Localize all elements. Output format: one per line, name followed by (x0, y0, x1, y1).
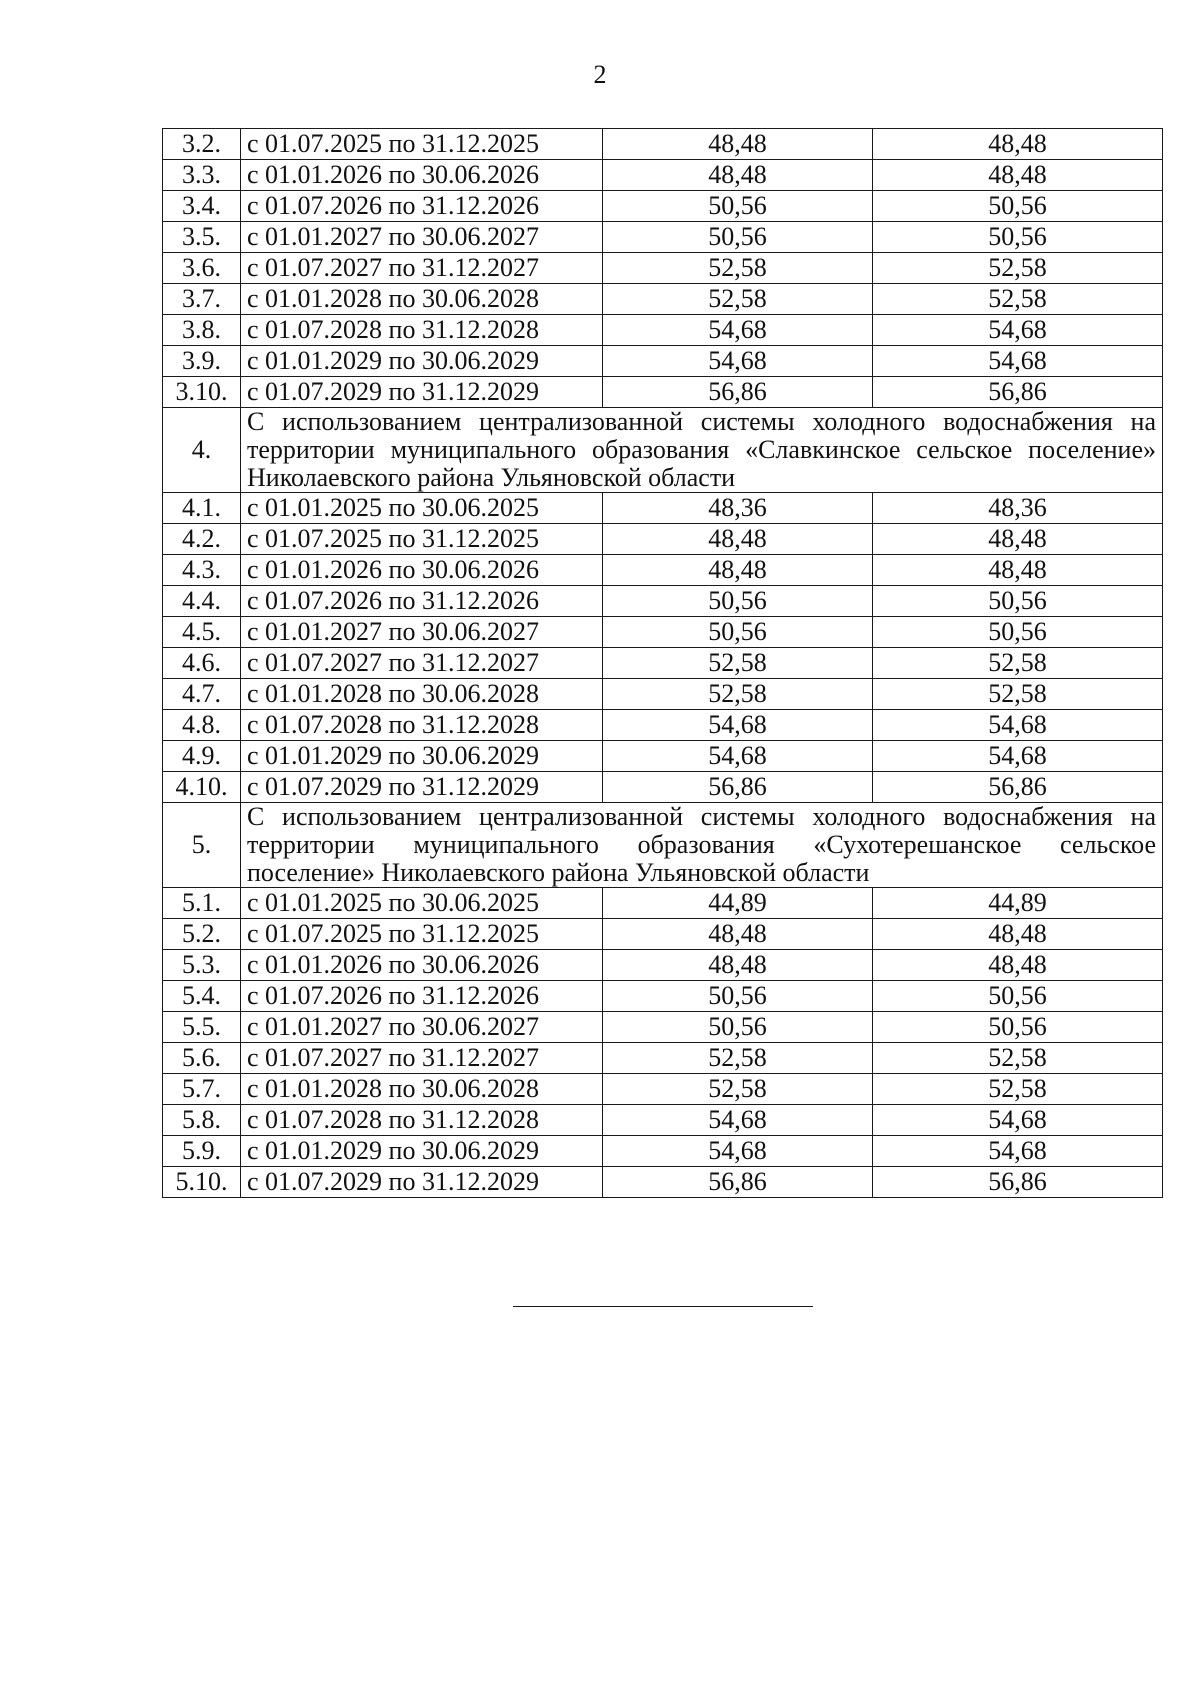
table-row (163, 160, 1163, 191)
row-number: 3.5. (163, 222, 241, 253)
section-number: 5. (163, 803, 241, 888)
tariff-value-2: 56,86 (873, 772, 1163, 803)
row-number: 4.1. (163, 493, 241, 524)
row-number: 4.9. (163, 741, 241, 772)
period-cell: с 01.01.2026 по 30.06.2026 (241, 555, 603, 586)
row-number: 4.2. (163, 524, 241, 555)
table-row (163, 129, 1163, 160)
row-number: 5.10. (163, 1167, 241, 1198)
tariff-table (162, 128, 1163, 1198)
tariff-value-2: 52,58 (873, 1074, 1163, 1105)
row-number: 5.7. (163, 1074, 241, 1105)
tariff-value-1: 48,48 (603, 555, 873, 586)
row-number: 3.8. (163, 315, 241, 346)
tariff-value-2: 48,48 (873, 160, 1163, 191)
tariff-value-2: 56,86 (873, 377, 1163, 408)
period-cell: с 01.07.2027 по 31.12.2027 (241, 1043, 603, 1074)
tariff-value-2: 44,89 (873, 888, 1163, 919)
tariff-value-1: 54,68 (603, 741, 873, 772)
tariff-value-2: 54,68 (873, 1105, 1163, 1136)
table-row (163, 679, 1163, 710)
tariff-value-1: 54,68 (603, 315, 873, 346)
tariff-value-2: 48,48 (873, 129, 1163, 160)
tariff-value-2: 54,68 (873, 741, 1163, 772)
tariff-value-2: 52,58 (873, 679, 1163, 710)
tariff-value-1: 56,86 (603, 1167, 873, 1198)
period-cell: с 01.01.2028 по 30.06.2028 (241, 679, 603, 710)
table-row (163, 888, 1163, 919)
tariff-value-2: 52,58 (873, 648, 1163, 679)
tariff-value-2: 52,58 (873, 1043, 1163, 1074)
table-row (163, 741, 1163, 772)
tariff-value-2: 52,58 (873, 253, 1163, 284)
section-description: С использованием централизованной системы холодного водоснабжения на территории муниципального образования «Славкинское сельское поселение» Николаевского района Ульяновской области (241, 408, 1163, 493)
end-of-document-line (513, 1306, 813, 1307)
tariff-value-1: 50,56 (603, 222, 873, 253)
table-row (163, 1136, 1163, 1167)
tariff-value-1: 48,48 (603, 919, 873, 950)
period-cell: с 01.01.2026 по 30.06.2026 (241, 160, 603, 191)
tariff-value-2: 48,48 (873, 919, 1163, 950)
tariff-value-1: 52,58 (603, 284, 873, 315)
table-row (163, 586, 1163, 617)
period-cell: с 01.01.2027 по 30.06.2027 (241, 1012, 603, 1043)
period-cell: с 01.01.2029 по 30.06.2029 (241, 741, 603, 772)
row-number: 4.5. (163, 617, 241, 648)
period-cell: с 01.07.2029 по 31.12.2029 (241, 772, 603, 803)
row-number: 5.8. (163, 1105, 241, 1136)
table-row (163, 772, 1163, 803)
period-cell: с 01.01.2025 по 30.06.2025 (241, 493, 603, 524)
period-cell: с 01.07.2027 по 31.12.2027 (241, 648, 603, 679)
period-cell: с 01.07.2027 по 31.12.2027 (241, 253, 603, 284)
tariff-value-1: 52,58 (603, 1043, 873, 1074)
row-number: 3.3. (163, 160, 241, 191)
tariff-value-2: 52,58 (873, 284, 1163, 315)
tariff-value-1: 48,48 (603, 129, 873, 160)
tariff-value-1: 48,48 (603, 950, 873, 981)
table-row (163, 1074, 1163, 1105)
row-number: 3.9. (163, 346, 241, 377)
tariff-value-1: 54,68 (603, 710, 873, 741)
period-cell: с 01.01.2025 по 30.06.2025 (241, 888, 603, 919)
table-row (163, 222, 1163, 253)
table-row (163, 981, 1163, 1012)
row-number: 3.7. (163, 284, 241, 315)
table-row (163, 710, 1163, 741)
page-number: 2 (593, 60, 607, 89)
row-number: 3.4. (163, 191, 241, 222)
tariff-value-2: 48,48 (873, 555, 1163, 586)
tariff-value-1: 50,56 (603, 1012, 873, 1043)
tariff-value-1: 52,58 (603, 253, 873, 284)
tariff-value-1: 48,48 (603, 160, 873, 191)
row-number: 4.3. (163, 555, 241, 586)
tariff-value-2: 50,56 (873, 1012, 1163, 1043)
tariff-value-2: 50,56 (873, 222, 1163, 253)
tariff-value-1: 52,58 (603, 679, 873, 710)
table-row (163, 648, 1163, 679)
table-row (163, 950, 1163, 981)
tariff-value-2: 54,68 (873, 1136, 1163, 1167)
table-row (163, 315, 1163, 346)
period-cell: с 01.01.2028 по 30.06.2028 (241, 284, 603, 315)
row-number: 5.5. (163, 1012, 241, 1043)
row-number: 5.6. (163, 1043, 241, 1074)
tariff-value-1: 52,58 (603, 1074, 873, 1105)
section-number: 4. (163, 408, 241, 493)
tariff-value-2: 54,68 (873, 710, 1163, 741)
table-row (163, 1012, 1163, 1043)
tariff-value-1: 56,86 (603, 377, 873, 408)
tariff-value-2: 48,36 (873, 493, 1163, 524)
period-cell: с 01.07.2029 по 31.12.2029 (241, 1167, 603, 1198)
period-cell: с 01.07.2025 по 31.12.2025 (241, 919, 603, 950)
tariff-value-2: 54,68 (873, 346, 1163, 377)
period-cell: с 01.01.2029 по 30.06.2029 (241, 346, 603, 377)
tariff-table-body (163, 129, 1163, 1198)
tariff-value-1: 52,58 (603, 648, 873, 679)
period-cell: с 01.01.2026 по 30.06.2026 (241, 950, 603, 981)
table-row (163, 1167, 1163, 1198)
section-description: С использованием централизованной системы холодного водоснабжения на территории муниципального образования «Сухотерешанское сельское поселение» Николаевского района Ульяновской области (241, 803, 1163, 888)
tariff-value-2: 50,56 (873, 617, 1163, 648)
tariff-value-2: 48,48 (873, 950, 1163, 981)
row-number: 5.2. (163, 919, 241, 950)
tariff-value-2: 54,68 (873, 315, 1163, 346)
tariff-value-2: 48,48 (873, 524, 1163, 555)
row-number: 4.4. (163, 586, 241, 617)
row-number: 5.4. (163, 981, 241, 1012)
tariff-value-1: 48,48 (603, 524, 873, 555)
table-row (163, 524, 1163, 555)
table-row (163, 493, 1163, 524)
tariff-value-2: 50,56 (873, 586, 1163, 617)
tariff-value-1: 56,86 (603, 772, 873, 803)
row-number: 5.1. (163, 888, 241, 919)
tariff-value-1: 44,89 (603, 888, 873, 919)
period-cell: с 01.01.2028 по 30.06.2028 (241, 1074, 603, 1105)
row-number: 5.3. (163, 950, 241, 981)
period-cell: с 01.07.2028 по 31.12.2028 (241, 315, 603, 346)
row-number: 4.8. (163, 710, 241, 741)
row-number: 4.6. (163, 648, 241, 679)
row-number: 5.9. (163, 1136, 241, 1167)
tariff-value-1: 50,56 (603, 191, 873, 222)
tariff-value-1: 50,56 (603, 617, 873, 648)
period-cell: с 01.07.2026 по 31.12.2026 (241, 191, 603, 222)
period-cell: с 01.07.2026 по 31.12.2026 (241, 586, 603, 617)
tariff-value-2: 56,86 (873, 1167, 1163, 1198)
table-row (163, 377, 1163, 408)
table-row (163, 346, 1163, 377)
row-number: 3.10. (163, 377, 241, 408)
section-header-row (163, 803, 1163, 888)
tariff-value-2: 50,56 (873, 981, 1163, 1012)
period-cell: с 01.01.2029 по 30.06.2029 (241, 1136, 603, 1167)
table-row (163, 555, 1163, 586)
row-number: 3.2. (163, 129, 241, 160)
tariff-value-2: 50,56 (873, 191, 1163, 222)
table-row (163, 253, 1163, 284)
tariff-value-1: 54,68 (603, 1105, 873, 1136)
table-row (163, 1105, 1163, 1136)
row-number: 4.10. (163, 772, 241, 803)
table-row (163, 191, 1163, 222)
table-row (163, 1043, 1163, 1074)
period-cell: с 01.07.2028 по 31.12.2028 (241, 710, 603, 741)
table-row (163, 919, 1163, 950)
tariff-value-1: 48,36 (603, 493, 873, 524)
period-cell: с 01.07.2029 по 31.12.2029 (241, 377, 603, 408)
period-cell: с 01.07.2026 по 31.12.2026 (241, 981, 603, 1012)
period-cell: с 01.07.2025 по 31.12.2025 (241, 524, 603, 555)
table-row (163, 617, 1163, 648)
row-number: 4.7. (163, 679, 241, 710)
period-cell: с 01.07.2025 по 31.12.2025 (241, 129, 603, 160)
tariff-value-1: 50,56 (603, 981, 873, 1012)
period-cell: с 01.07.2028 по 31.12.2028 (241, 1105, 603, 1136)
row-number: 3.6. (163, 253, 241, 284)
tariff-value-1: 54,68 (603, 346, 873, 377)
tariff-value-1: 54,68 (603, 1136, 873, 1167)
tariff-value-1: 50,56 (603, 586, 873, 617)
period-cell: с 01.01.2027 по 30.06.2027 (241, 617, 603, 648)
table-row (163, 284, 1163, 315)
period-cell: с 01.01.2027 по 30.06.2027 (241, 222, 603, 253)
section-header-row (163, 408, 1163, 493)
